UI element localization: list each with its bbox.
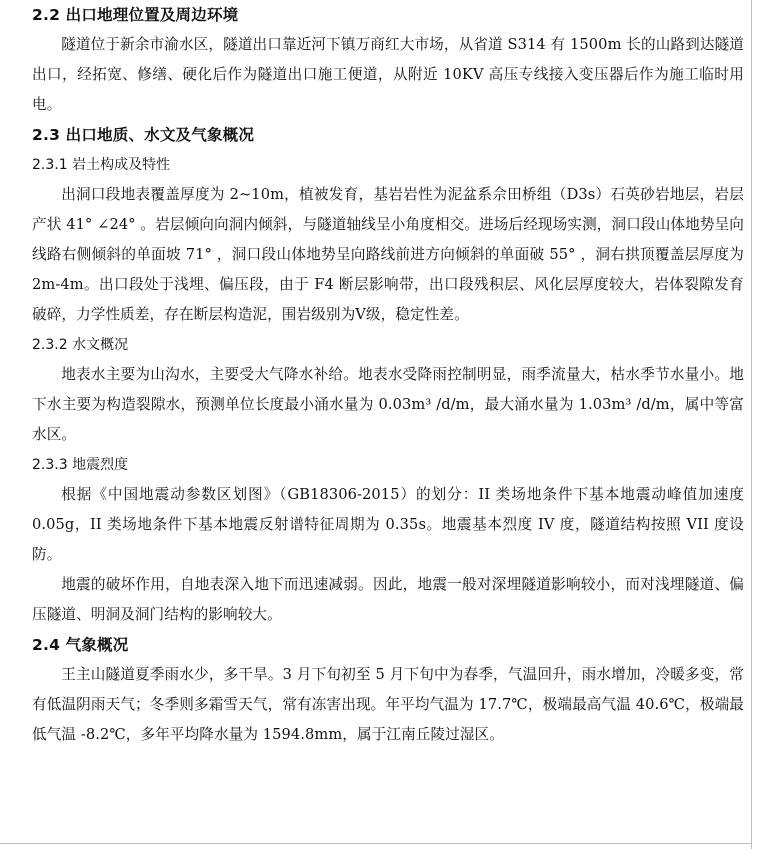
subsection-heading-2-3-3: 2.3.3 地震烈度 (32, 457, 129, 473)
page-bottom-border (0, 843, 752, 844)
paragraph-location: 隧道位于新余市渝水区，隧道出口靠近河下镇万商红大市场，从省道 S314 有 1500m 长的山路到达隧道出口，经拓宽、修缮、硬化后作为隧道出口施工便道，从附近 10KV 高压专线接入变压器后作为施工临时用电。 (32, 36, 744, 113)
document-body (32, 0, 744, 750)
paragraph-climate: 王主山隧道夏季雨水少，多干旱。3 月下旬初至 5 月下旬中为春季，气温回升，雨水增加，冷暖多变，常有低温阴雨天气；冬季则多霜雪天气，常有冻害出现。年平均气温为 17.7℃，极端最高气温 40.6℃，极端最低气温 -8.2℃，多年平均降水量为 1594.8mm，属于江南丘陵过湿区。 (32, 666, 744, 743)
paragraph-hydrology: 地表水主要为山沟水，主要受大气降水补给。地表水受降雨控制明显，雨季流量大，枯水季节水量小。地下水主要为构造裂隙水，预测单位长度最小涌水量为 0.03m³ /d/m，最大涌水量为 1.03m³ /d/m，属中等富水区。 (32, 366, 744, 443)
paragraph-seismic-effects: 地震的破坏作用，自地表深入地下而迅速减弱。因此，地震一般对深埋隧道影响较小，而对浅埋隧道、偏压隧道、明洞及洞门结构的影响较大。 (32, 576, 744, 623)
paragraph-geology: 出洞口段地表覆盖厚度为 2~10m，植被发育，基岩岩性为泥盆系佘田桥组（D3s）石英砂岩地层，岩层产状 41° ∠24° 。岩层倾向向洞内倾斜，与隧道轴线呈小角度相交。进场后经现场实测，洞口段山体地势呈向线路右侧倾斜的单面坡 71° ，洞口段山体地势呈向路线前进方向倾斜的单面破 55° ，洞右拱顶覆盖层厚度为 2m-4m。出口段处于浅埋、偏压段，由于 F4 断层影响带，出口段残积层、风化层厚度较大，岩体裂隙发育破碎，力学性质差，存在断层构造泥，围岩级别为Ⅴ级，稳定性差。 (32, 186, 744, 323)
paragraph-seismic-zoning: 根据《中国地震动参数区划图》（GB18306-2015）的划分：II 类场地条件下基本地震动峰值加速度 0.05g，II 类场地条件下基本地震反射谱特征周期为 0.35s。地震基本烈度 IV 度，隧道结构按照 VII 度设防。 (32, 486, 744, 563)
section-heading-2-4: 2.4 气象概况 (32, 636, 129, 654)
subsection-heading-2-3-2: 2.3.2 水文概况 (32, 337, 129, 353)
subsection-heading-2-3-1: 2.3.1 岩土构成及特性 (32, 157, 171, 173)
section-heading-2-3: 2.3 出口地质、水文及气象概况 (32, 126, 255, 144)
section-heading-2-2: 2.2 出口地理位置及周边环境 (32, 6, 239, 24)
page-right-border (751, 0, 752, 849)
